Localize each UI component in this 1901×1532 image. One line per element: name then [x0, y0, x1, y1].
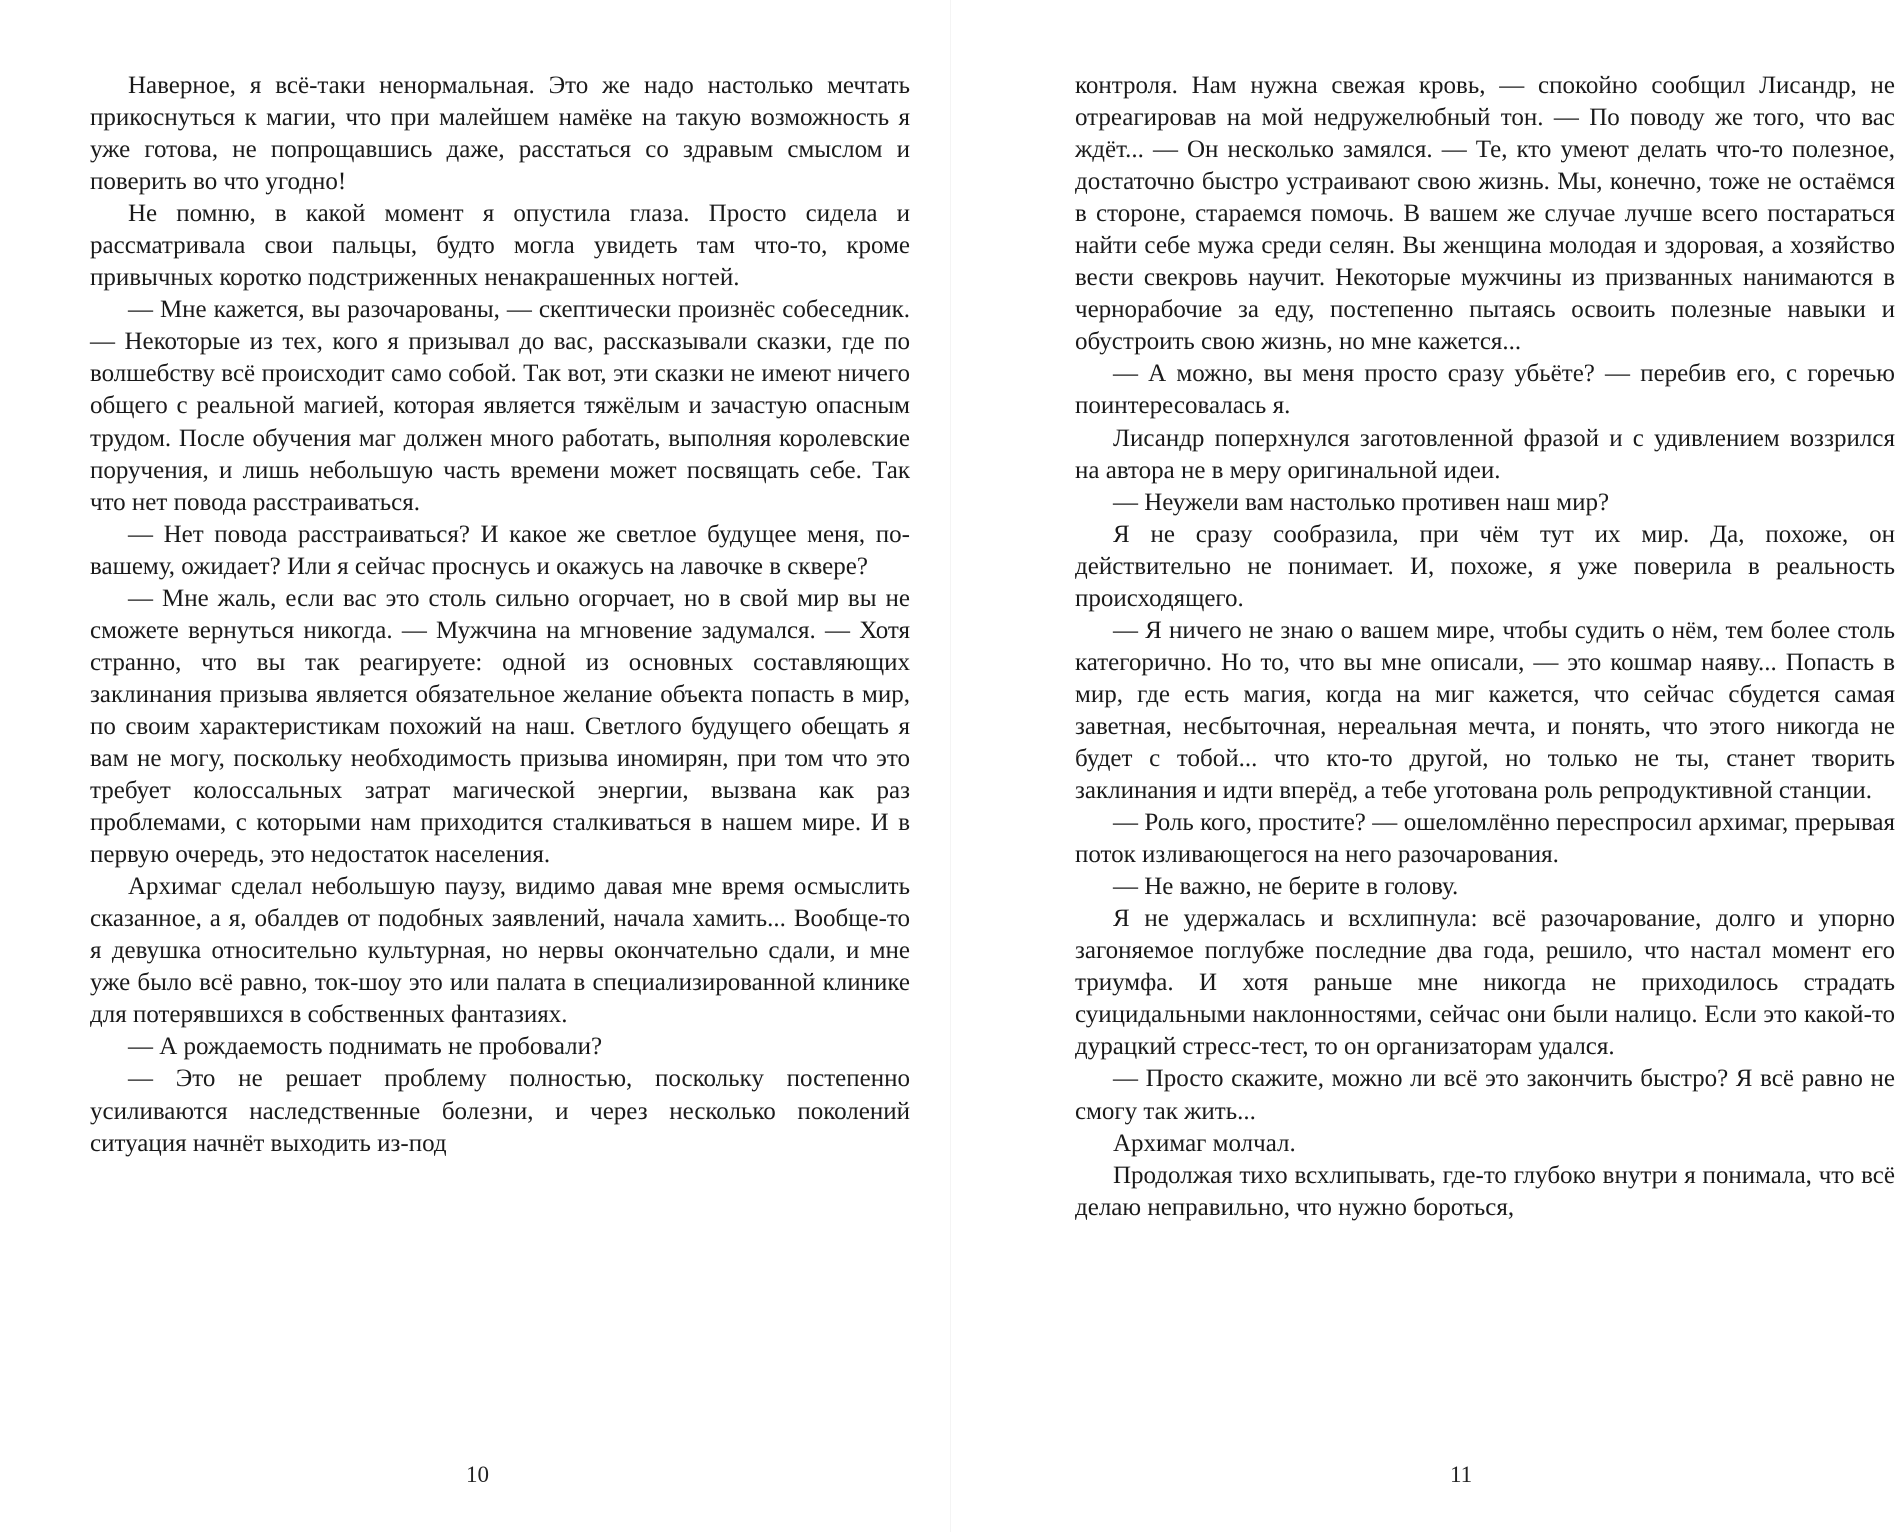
paragraph: — Мне жаль, если вас это столь сильно огорчает, но в свой мир вы не сможете вернуться никогда. — Мужчина на мгновение задумался. — Хотя странно, что вы так реагируете: одной из основных составляющих заклинания призыва является обязательное желание объекта попасть в мир, по своим характеристикам похожий на наш. Светлого будущего обещать я вам не могу, поскольку необходимость призыва иномирян, при том что это требует колоссальных затрат магической энергии, вызвана как раз проблемами, с которыми нам приходится сталкиваться в нашем мире. И в первую очередь, это недостаток населения.: [90, 584, 910, 869]
paragraph: — Неужели вам настолько противен наш мир?: [1113, 488, 1610, 516]
paragraph: — Нет повода расстраиваться? И какое же светлое будущее меня, по-вашему, ожидает? Или я сейчас проснусь и окажусь на лавочке в сквере?: [90, 520, 910, 580]
paragraph: — Роль кого, простите? — ошеломлённо переспросил архимаг, прерывая поток изливающегося на него разочарования.: [1075, 809, 1895, 869]
paragraph: — А можно, вы меня просто сразу убьёте? — перебив его, с горечью поинтересовалась я.: [1075, 360, 1895, 420]
left-page: [90, 70, 910, 1160]
right-page: [1075, 70, 1895, 1224]
paragraph: Лисандр поперхнулся заготовленной фразой и с удивлением воззрился на автора не в меру оригинальной идеи.: [1075, 424, 1895, 484]
paragraph: Не помню, в какой момент я опустила глаза. Просто сидела и рассматривала свои пальцы, будто могла увидеть там что-то, кроме привычных коротко подстриженных ненакрашенных ногтей.: [90, 200, 910, 292]
page-number-left: 10: [466, 1462, 489, 1487]
paragraph: — А рождаемость поднимать не пробовали?: [128, 1033, 603, 1061]
paragraph: Я не удержалась и всхлипнула: всё разочарование, долго и упорно загоняемое поглубже последние два года, решило, что настал момент его триумфа. И хотя раньше мне никогда не приходилось страдать суицидальными наклонностями, сейчас они были налицо. Если это какой-то дурацкий стресс-тест, то он организаторам удался.: [1075, 905, 1895, 1061]
page-number-right: 11: [1450, 1462, 1473, 1487]
paragraph: Я не сразу сообразила, при чём тут их мир. Да, похоже, он действительно не понимает. И, похоже, я уже поверила в реальность происходящего.: [1075, 520, 1895, 612]
paragraph: Архимаг молчал.: [1113, 1129, 1296, 1157]
paragraph: — Не важно, не берите в голову.: [1113, 873, 1459, 901]
book-gutter: [950, 0, 951, 1532]
paragraph: Наверное, я всё-таки ненормальная. Это же надо настолько мечтать прикоснуться к магии, что при малейшем намёке на такую возможность я уже готова, не попрощавшись даже, расстаться со здравым смыслом и поверить во что угодно!: [90, 72, 910, 196]
paragraph: — Это не решает проблему полностью, поскольку постепенно усиливаются наследственные болезни, и через несколько поколений ситуация начнёт выходить из-под: [90, 1065, 910, 1157]
paragraph: — Я ничего не знаю о вашем мире, чтобы судить о нём, тем более столь категорично. Но то, что вы мне описали, — это кошмар наяву... Попасть в мир, где есть магия, когда на миг кажется, что сейчас сбудется самая заветная, несбыточная, нереальная мечта, и понять, что этого никогда не будет с тобой... что кто-то другой, но только не ты, станет творить заклинания и идти вперёд, а тебе уготована роль репродуктивной станции.: [1075, 616, 1895, 805]
paragraph: — Мне кажется, вы разочарованы, — скептически произнёс собеседник. — Некоторые из тех, кого я призывал до вас, рассказывали сказки, где по волшебству всё происходит само собой. Так вот, эти сказки не имеют ничего общего с реальной магией, которая является тяжёлым и зачастую опасным трудом. После обучения маг должен много работать, выполняя королевские поручения, и лишь небольшую часть времени может посвящать себе. Так что нет повода расстраиваться.: [90, 296, 910, 516]
paragraph: Продолжая тихо всхлипывать, где-то глубоко внутри я понимала, что всё делаю неправильно, что нужно бороться,: [1075, 1161, 1895, 1221]
paragraph: Архимаг сделал небольшую паузу, видимо давая мне время осмыслить сказанное, а я, обалдев от подобных заявлений, начала хамить... Вообще-то я девушка относительно культурная, но нервы окончательно сдали, и мне уже было всё равно, ток-шоу это или палата в специализированной клинике для потерявшихся в собственных фантазиях.: [90, 873, 910, 1029]
paragraph: — Просто скажите, можно ли всё это закончить быстро? Я всё равно не смогу так жить...: [1075, 1065, 1895, 1125]
paragraph: контроля. Нам нужна свежая кровь, — спокойно сообщил Лисандр, не отреагировав на мой недружелюбный тон. — По поводу же того, что вас ждёт... — Он несколько замялся. — Те, кто умеют делать что-то полезное, достаточно быстро устраивают свою жизнь. Мы, конечно, тоже не остаёмся в стороне, стараемся помочь. В вашем же случае лучше всего постараться найти себе мужа среди селян. Вы женщина молодая и здоровая, а хозяйство вести свекровь научит. Некоторые мужчины из призванных нанимаются в чернорабочие за еду, постепенно пытаясь освоить полезные навыки и обустроить свою жизнь, но мне кажется...: [1075, 72, 1895, 356]
